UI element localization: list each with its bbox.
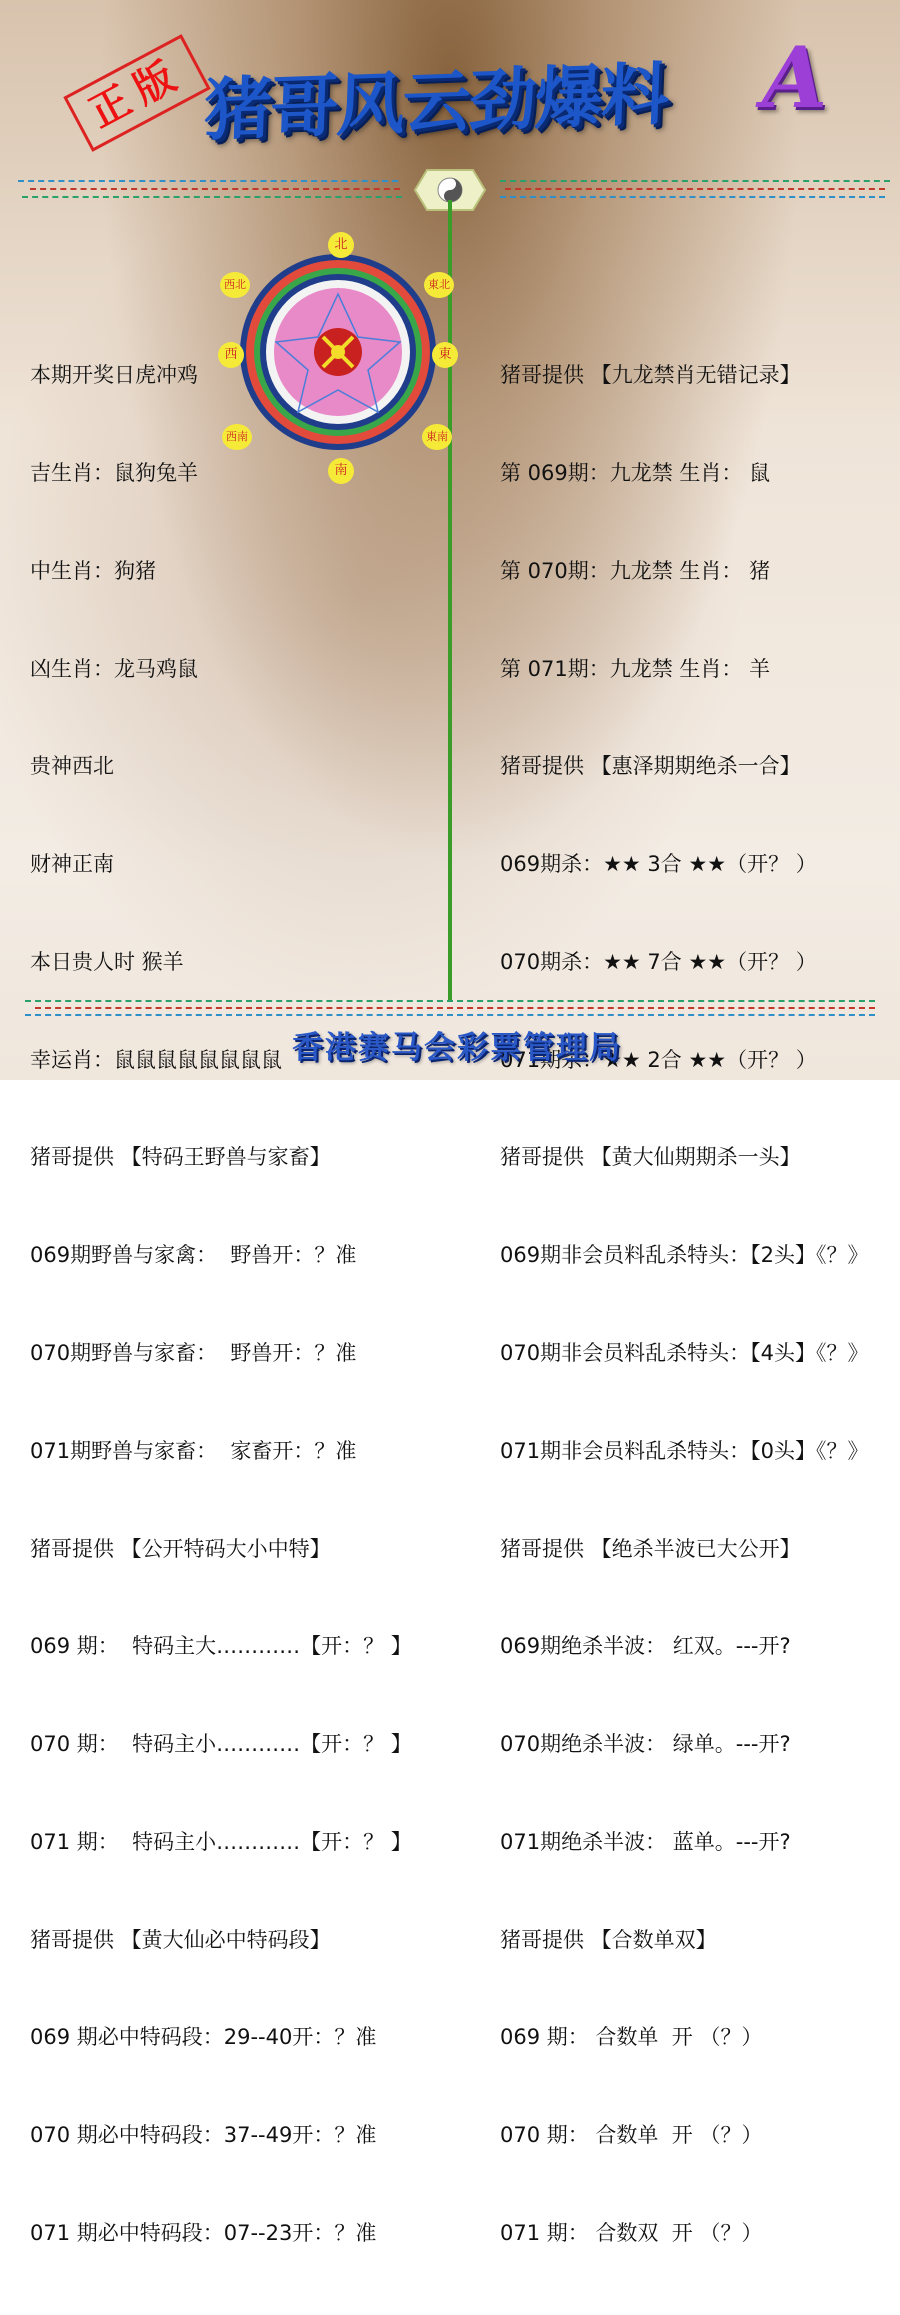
right-line: 069期绝杀半波： 红双。---开? — [500, 1634, 791, 1659]
section-header: 猪哥提供 【黄大仙必中特码段】 — [30, 1927, 331, 1952]
right-column — [500, 294, 868, 2315]
left-line: 本期开奖日虎冲鸡 — [30, 363, 198, 388]
right-line: 071期非会员料乱杀特头：【0头】《？》 — [500, 1438, 869, 1463]
right-line: 070期杀：★★ 7合 ★★（开？ ） — [500, 949, 817, 974]
edition-letter: A — [762, 28, 828, 127]
left-line: 069期野兽与家禽： 野兽开：？准 — [30, 1243, 357, 1268]
page-title: 猪哥风云劲爆料 — [202, 55, 669, 151]
direction-northeast: 東北 — [424, 272, 454, 298]
authentic-stamp: 正版 — [63, 34, 210, 152]
right-line: 069期非会员料乱杀特头：【2头】《？》 — [500, 1243, 869, 1268]
left-line: 幸运肖：鼠鼠鼠鼠鼠鼠鼠鼠 — [30, 1047, 282, 1072]
section-header: 猪哥提供 【公开特码大小中特】 — [30, 1536, 331, 1561]
right-line: 069期杀：★★ 3合 ★★（开？ ） — [500, 852, 817, 877]
footer-issuer: 香港赛马会彩票管理局 — [292, 1030, 622, 1066]
left-line: 070 期： 特码主小…………【开：？ 】 — [30, 1732, 412, 1757]
left-line: 070期野兽与家畜： 野兽开：？准 — [30, 1341, 357, 1365]
left-line: 071期野兽与家畜： 家畜开：？准 — [30, 1438, 357, 1463]
right-line: 第 070期：九龙禁 生肖： 猪 — [500, 558, 771, 583]
right-line: 071期绝杀半波： 蓝单。---开? — [500, 1829, 791, 1854]
section-header: 猪哥提供 【九龙禁肖无错记录】 — [500, 363, 801, 388]
section-header: 猪哥提供 【绝杀半波已大公开】 — [500, 1536, 801, 1561]
right-line: 069 期： 合数单 开 （？） — [500, 2025, 763, 2050]
left-line: 中生肖：狗猪 — [30, 558, 156, 583]
right-line: 071期杀：★★ 2合 ★★（开？ ） — [500, 1047, 817, 1072]
left-line: 071 期： 特码主小…………【开：？ 】 — [30, 1829, 412, 1854]
right-line: 070期非会员料乱杀特头：【4头】《？》 — [500, 1341, 869, 1365]
section-header: 猪哥提供 【合数单双】 — [500, 1927, 717, 1952]
left-line: 吉生肖：鼠狗兔羊 — [30, 460, 198, 485]
right-line: 071 期： 合数双 开 （？） — [500, 2221, 763, 2246]
right-line: 第 071期：九龙禁 生肖： 羊 — [500, 656, 771, 681]
left-line: 069 期必中特码段：29--40开：？准 — [30, 2025, 377, 2050]
section-header: 猪哥提供 【特码王野兽与家畜】 — [30, 1145, 331, 1170]
left-line: 070 期必中特码段：37--49开：？准 — [30, 2123, 377, 2148]
left-line: 贵神西北 — [30, 754, 114, 779]
right-line: 070 期： 合数单 开 （？） — [500, 2123, 763, 2148]
direction-southwest: 西南 — [222, 424, 252, 450]
direction-south: 南 — [328, 458, 354, 484]
left-column — [30, 294, 412, 2315]
left-line: 凶生肖：龙马鸡鼠 — [30, 656, 198, 681]
section-header: 猪哥提供 【黄大仙期期杀一头】 — [500, 1145, 801, 1170]
left-line: 069 期： 特码主大…………【开：？ 】 — [30, 1634, 412, 1659]
left-line: 071 期必中特码段：07--23开：？准 — [30, 2221, 377, 2246]
direction-west: 西 — [218, 342, 244, 368]
direction-southeast: 東南 — [422, 424, 452, 450]
direction-northwest: 西北 — [220, 272, 250, 298]
direction-east: 東 — [432, 342, 458, 368]
left-line: 本日贵人时 猴羊 — [30, 949, 184, 974]
direction-north: 北 — [328, 232, 354, 258]
right-line: 第 069期：九龙禁 生肖： 鼠 — [500, 460, 771, 485]
left-line: 财神正南 — [30, 852, 114, 877]
section-header: 猪哥提供 【惠泽期期绝杀一合】 — [500, 754, 801, 779]
right-line: 070期绝杀半波： 绿单。---开? — [500, 1732, 791, 1757]
